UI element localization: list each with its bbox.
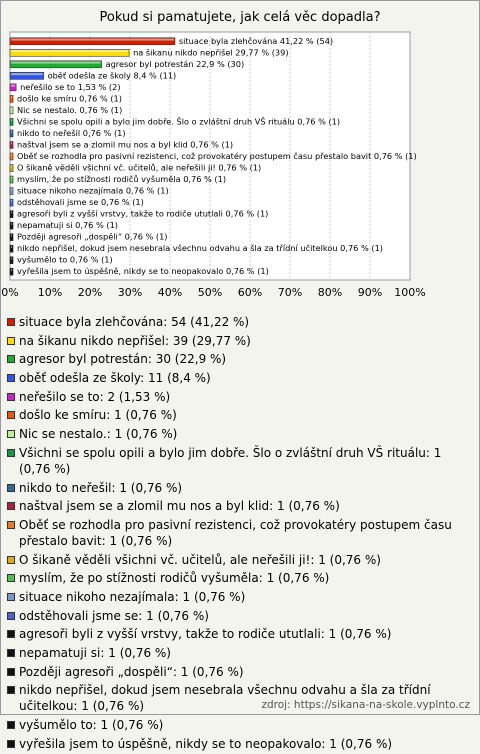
legend-label: neřešilo se to: 2 (1,53 %) — [19, 389, 171, 404]
legend-swatch — [7, 484, 15, 492]
legend-item — [6, 498, 474, 517]
legend-label: naštval jsem se a zlomil mu nos a byl klid: 1 (0,76 %) — [19, 499, 340, 514]
bar-label: vyřešila jsem to úspěšně, nikdy se to neopakovalo 0,76 % (1) — [17, 266, 269, 277]
legend-label: nikdo nepřišel, dokud jsem nesebrala všechnu odvahu a šla za třídní učitelkou: 1 (0,76 %) — [19, 683, 431, 714]
x-tick-label: 0% — [1, 286, 19, 299]
bar-highlight — [11, 39, 174, 41]
bar-label: došlo ke smíru 0,76 % (1) — [17, 93, 122, 104]
legend-item — [6, 333, 474, 352]
bar-highlight — [11, 234, 12, 236]
legend-item — [6, 426, 474, 445]
legend-label: oběť odešla ze školy: 11 (8,4 %) — [19, 371, 211, 386]
legend-item — [6, 445, 474, 480]
bar-label: Později agresoři „dospěli“ 0,76 % (1) — [17, 231, 168, 242]
bar-highlight — [11, 50, 128, 52]
legend-swatch — [7, 649, 15, 657]
bar-label: agresor byl potrestán 22,9 % (30) — [105, 58, 245, 69]
legend-swatch — [7, 430, 15, 438]
bar-label: na šikanu nikdo nepřišel 29,77 % (39) — [133, 47, 289, 58]
bar-highlight — [11, 200, 12, 202]
legend-swatch — [7, 374, 15, 382]
legend-item — [6, 570, 474, 589]
legend-label: na šikanu nikdo nepřišel: 39 (29,77 %) — [19, 333, 251, 348]
legend-item — [6, 370, 474, 389]
legend-swatch — [7, 721, 15, 729]
bar-label: nikdo nepřišel, dokud jsem nesebrala všechnu odvahu a šla za třídní učitelkou 0,76 % (1) — [17, 243, 383, 254]
bar-label: oběť odešla ze školy 8,4 % (11) — [47, 70, 177, 81]
legend-label: odstěhovali jsme se: 1 (0,76 %) — [19, 608, 209, 623]
legend-swatch — [7, 521, 15, 529]
bar-highlight — [11, 62, 101, 64]
legend-item — [6, 717, 474, 736]
bar-highlight — [11, 211, 12, 213]
legend-item — [6, 351, 474, 370]
bar-highlight — [11, 131, 12, 133]
legend-label: O šikaně věděli všichni vč. učitelů, ale neřešili ji!: 1 (0,76 %) — [19, 552, 381, 567]
legend-swatch — [7, 556, 15, 564]
bar-label: Oběť se rozhodla pro pasivní rezistenci, což provokatéry postupem času přestalo bavit 0,76 % (1) — [17, 151, 417, 161]
bar-label: Všichni se spolu opili a bylo jim dobře. Šlo o zvláštní druh VŠ rituálu 0,76 % (1) — [17, 116, 341, 127]
bar-label: agresoři byli z vyšší vrstvy, takže to rodiče ututlali 0,76 % (1) — [17, 208, 269, 219]
bar-highlight — [11, 258, 12, 260]
legend-item — [6, 517, 474, 552]
bar-label: odstěhovali jsme se 0,76 % (1) — [17, 197, 144, 208]
bar-highlight — [11, 108, 12, 110]
legend-label: vyřešila jsem to úspěšně, nikdy se to neopakovalo: 1 (0,76 %) — [19, 736, 393, 751]
legend-swatch — [7, 630, 15, 638]
legend-label: Všichni se spolu opili a bylo jim dobře. Šlo o zvláštní druh VŠ rituálu: 1 (0,76 %) — [19, 445, 442, 476]
legend-item — [6, 480, 474, 499]
bar-label: myslím, že po stížnosti rodičů vyšuměla 0,76 % (1) — [17, 174, 227, 185]
legend-item — [6, 664, 474, 683]
legend-swatch — [7, 612, 15, 620]
legend-swatch — [7, 393, 15, 401]
bar-chart — [0, 30, 480, 310]
bar-highlight — [11, 223, 12, 225]
legend-item — [6, 552, 474, 571]
legend-swatch — [7, 686, 15, 694]
bar-highlight — [11, 177, 12, 179]
bar-highlight — [11, 188, 12, 190]
bar-label: situace byla zlehčována 41,22 % (54) — [178, 35, 334, 46]
legend-label: Oběť se rozhodla pro pasivní rezistenci, což provokatéry postupem času přestalo bavit: 1 (0,76 %) — [19, 517, 452, 548]
legend-swatch — [7, 593, 15, 601]
chart-title: Pokud si pamatujete, jak celá věc dopadla? — [99, 10, 381, 25]
legend-label: došlo ke smíru: 1 (0,76 %) — [19, 408, 177, 423]
bar-label: neřešilo se to 1,53 % (2) — [20, 81, 121, 92]
legend-swatch — [7, 337, 15, 345]
bar-label: situace nikoho nezajímala 0,76 % (1) — [17, 185, 169, 196]
legend-label: nikdo to neřešil: 1 (0,76 %) — [19, 480, 183, 495]
source-note: zdroj: https://sikana-na-skole.vyplnto.cz — [261, 699, 470, 711]
legend-label: situace byla zlehčována: 54 (41,22 %) — [19, 315, 250, 329]
bar-highlight — [11, 73, 43, 75]
legend-item — [6, 389, 474, 408]
legend-item — [6, 736, 474, 754]
legend-label: myslím, že po stížnosti rodičů vyšuměla: 1 (0,76 %) — [19, 571, 330, 586]
legend-swatch — [7, 502, 15, 510]
x-tick-label: 40% — [157, 286, 183, 299]
bar-highlight — [11, 165, 12, 167]
legend-swatch — [7, 411, 15, 419]
legend-swatch — [7, 574, 15, 582]
legend-swatch — [7, 449, 15, 457]
legend-item — [6, 608, 474, 627]
legend-swatch — [7, 355, 15, 363]
legend-label: situace nikoho nezajímala: 1 (0,76 %) — [19, 589, 246, 604]
x-tick-label: 60% — [237, 286, 263, 299]
chart-legend — [6, 314, 474, 754]
bar-label: naštval jsem se a zlomil mu nos a byl klid 0,76 % (1) — [17, 139, 234, 150]
bar-highlight — [11, 269, 12, 271]
legend-item — [6, 314, 474, 333]
bar-label: vyšumělo to 0,76 % (1) — [17, 254, 113, 265]
bar-highlight — [11, 246, 12, 248]
x-tick-label: 50% — [197, 286, 223, 299]
x-tick-label: 70% — [277, 286, 303, 299]
legend-swatch — [7, 318, 15, 326]
x-tick-label: 30% — [117, 286, 143, 299]
x-tick-label: 10% — [37, 286, 63, 299]
legend-label: Nic se nestalo.: 1 (0,76 %) — [19, 427, 178, 442]
bar-highlight — [11, 142, 12, 144]
x-tick-label: 20% — [77, 286, 103, 299]
bar-label: nikdo to neřešil 0,76 % (1) — [17, 127, 126, 138]
x-tick-label: 100% — [394, 286, 426, 299]
x-tick-label: 90% — [357, 286, 383, 299]
bar-highlight — [11, 85, 15, 87]
legend-swatch — [7, 668, 15, 676]
legend-label: agresoři byli z vyšší vrstvy, takže to rodiče ututlali: 1 (0,76 %) — [19, 627, 392, 642]
legend-item — [6, 407, 474, 426]
legend-swatch — [7, 740, 15, 748]
bar-label: nepamatuji si 0,76 % (1) — [17, 220, 118, 231]
legend-label: Později agresoři „dospěli“: 1 (0,76 %) — [19, 664, 244, 679]
legend-label: agresor byl potrestán: 30 (22,9 %) — [19, 352, 227, 367]
bar-highlight — [11, 154, 12, 156]
bar-highlight — [11, 96, 12, 98]
x-tick-label: 80% — [317, 286, 343, 299]
bar-highlight — [11, 119, 12, 121]
bar-label: Nic se nestalo. 0,76 % (1) — [17, 104, 123, 115]
legend-label: nepamatuji si: 1 (0,76 %) — [19, 646, 171, 660]
legend-item — [6, 589, 474, 608]
legend-label: vyšumělo to: 1 (0,76 %) — [19, 718, 164, 733]
bar-label: O šikaně věděli všichni vč. učitelů, ale neřešili ji! 0,76 % (1) — [17, 162, 262, 173]
legend-item — [6, 626, 474, 645]
legend-item — [6, 645, 474, 664]
